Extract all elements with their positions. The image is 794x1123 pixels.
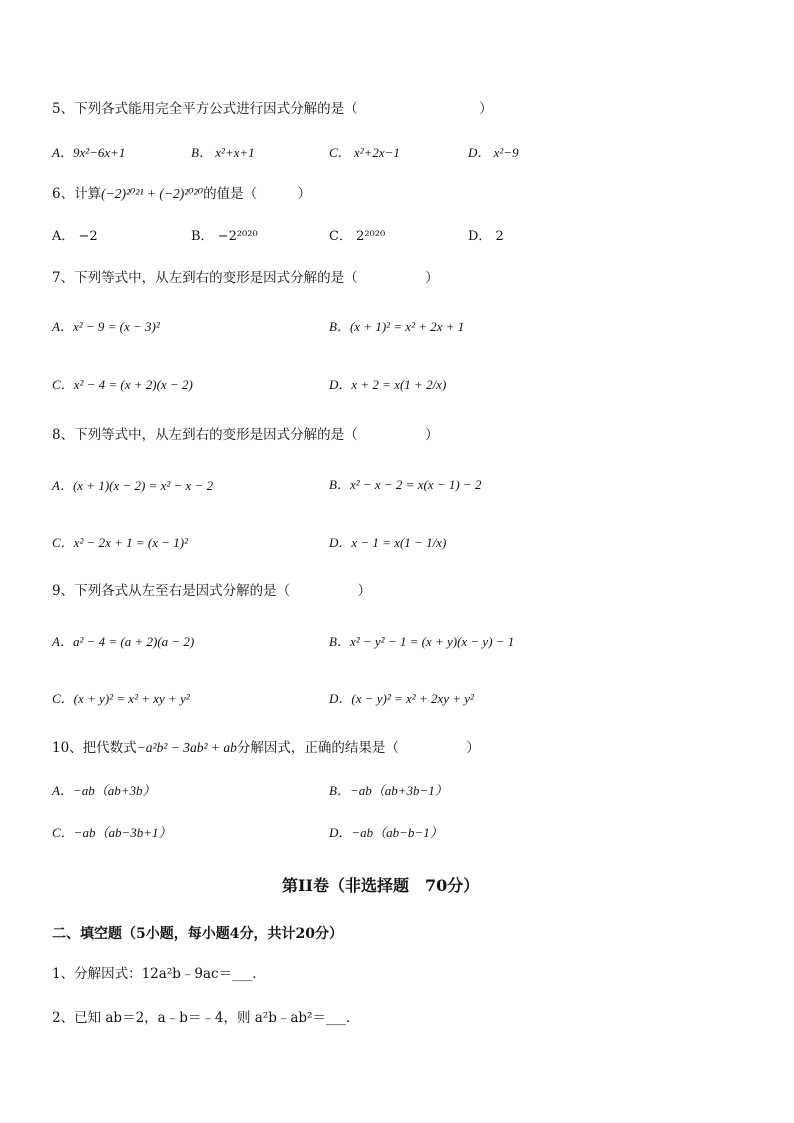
q7b-text: B．(x + 1)² = x² + 2x + 1 bbox=[329, 319, 465, 334]
question-5-option-b bbox=[191, 144, 255, 163]
q9b-text: B．x² − y² − 1 = (x + y)(x − y) − 1 bbox=[329, 634, 515, 649]
question-10-option-a bbox=[52, 782, 156, 801]
q10-expression: −a²b² − 3ab² + ab bbox=[136, 740, 237, 755]
question-5-option-c bbox=[329, 144, 400, 163]
q9c-text: C．(x + y)² = x² + xy + y² bbox=[52, 691, 190, 706]
q10b-text: B．−ab（ab+3b−1） bbox=[329, 783, 448, 798]
question-6-stem bbox=[52, 185, 311, 203]
question-9-option-d bbox=[329, 690, 474, 709]
question-7-option-d bbox=[329, 376, 446, 395]
fill-blank-2: 2、已知 ab＝2，a﹣b＝﹣4，则 a²b﹣ab²＝___． bbox=[52, 1010, 360, 1026]
question-5-stem: 5、下列各式能用完全平方公式进行因式分解的是（ ） bbox=[52, 101, 493, 117]
q8d-text: D．x − 1 = x(1 − 1/x) bbox=[329, 535, 447, 550]
q7d-text: D．x + 2 = x(1 + 2/x) bbox=[329, 377, 447, 392]
q5d-text: D． x²−9 bbox=[468, 145, 519, 160]
question-9-option-c bbox=[52, 690, 190, 709]
q10-prefix: 10、把代数式 bbox=[52, 740, 137, 756]
q5b-text: B． x²+x+1 bbox=[191, 145, 255, 160]
q5c-text: C． x²+2x−1 bbox=[329, 145, 400, 160]
q10-suffix: 分解因式，正确的结果是（ ） bbox=[236, 740, 480, 756]
q6-prefix: 6、计算 bbox=[52, 186, 102, 202]
question-7-option-c bbox=[52, 376, 193, 395]
q6-expression: (−2)²⁰²¹ + (−2)²⁰²⁰ bbox=[101, 186, 204, 201]
question-8-option-c bbox=[52, 534, 188, 553]
question-8-option-d bbox=[329, 534, 446, 553]
q10d-text: D．−ab（ab−b−1） bbox=[329, 825, 443, 840]
fill-blank-1: 1、分解因式：12a²b﹣9ac＝___． bbox=[52, 966, 266, 982]
question-10-option-d bbox=[329, 824, 443, 843]
q10c-text: C．−ab（ab−3b+1） bbox=[52, 825, 172, 840]
question-6-option-c: C． 2²⁰²⁰ bbox=[329, 229, 386, 244]
question-7-option-a bbox=[52, 318, 160, 337]
q8c-text: C．x² − 2x + 1 = (x − 1)² bbox=[52, 535, 189, 550]
fill-blank-heading: 二、填空题（5小题，每小题4分，共计20分） bbox=[52, 926, 343, 942]
q8b-text: B．x² − x − 2 = x(x − 1) − 2 bbox=[329, 477, 482, 492]
question-8-option-a bbox=[52, 477, 213, 496]
question-9-option-b bbox=[329, 633, 514, 652]
question-6-option-d: D． 2 bbox=[468, 229, 504, 244]
q7c-text: C．x² − 4 = (x + 2)(x − 2) bbox=[52, 377, 193, 392]
question-7-option-b bbox=[329, 318, 464, 337]
q9a-text: A．a² − 4 = (a + 2)(a − 2) bbox=[52, 634, 195, 649]
question-5-option-a bbox=[52, 144, 125, 163]
question-9-option-a bbox=[52, 633, 194, 652]
q5a-text: A．9x²−6x+1 bbox=[52, 145, 126, 160]
question-8-stem: 8、下列等式中，从左到右的变形是因式分解的是（ ） bbox=[52, 427, 439, 443]
question-6-option-b: B． −2²⁰²⁰ bbox=[191, 229, 258, 244]
question-10-option-c bbox=[52, 824, 172, 843]
q9d-text: D．(x − y)² = x² + 2xy + y² bbox=[329, 691, 474, 706]
question-9-stem: 9、下列各式从左至右是因式分解的是（ ） bbox=[52, 583, 372, 599]
question-10-option-b bbox=[329, 782, 448, 801]
q8a-text: A．(x + 1)(x − 2) = x² − x − 2 bbox=[52, 478, 214, 493]
q7a-text: A．x² − 9 = (x − 3)² bbox=[52, 319, 160, 334]
q6-suffix: 的值是（ ） bbox=[203, 186, 312, 202]
section-2-title: 第II卷（非选择题 70分） bbox=[282, 876, 480, 895]
question-7-stem: 7、下列等式中，从左到右的变形是因式分解的是（ ） bbox=[52, 270, 439, 286]
question-8-option-b bbox=[329, 476, 481, 495]
question-10-stem bbox=[52, 739, 480, 757]
question-5-option-d bbox=[468, 144, 519, 163]
q10a-text: A．−ab（ab+3b） bbox=[52, 783, 156, 798]
question-6-option-a: A． −2 bbox=[52, 229, 98, 244]
